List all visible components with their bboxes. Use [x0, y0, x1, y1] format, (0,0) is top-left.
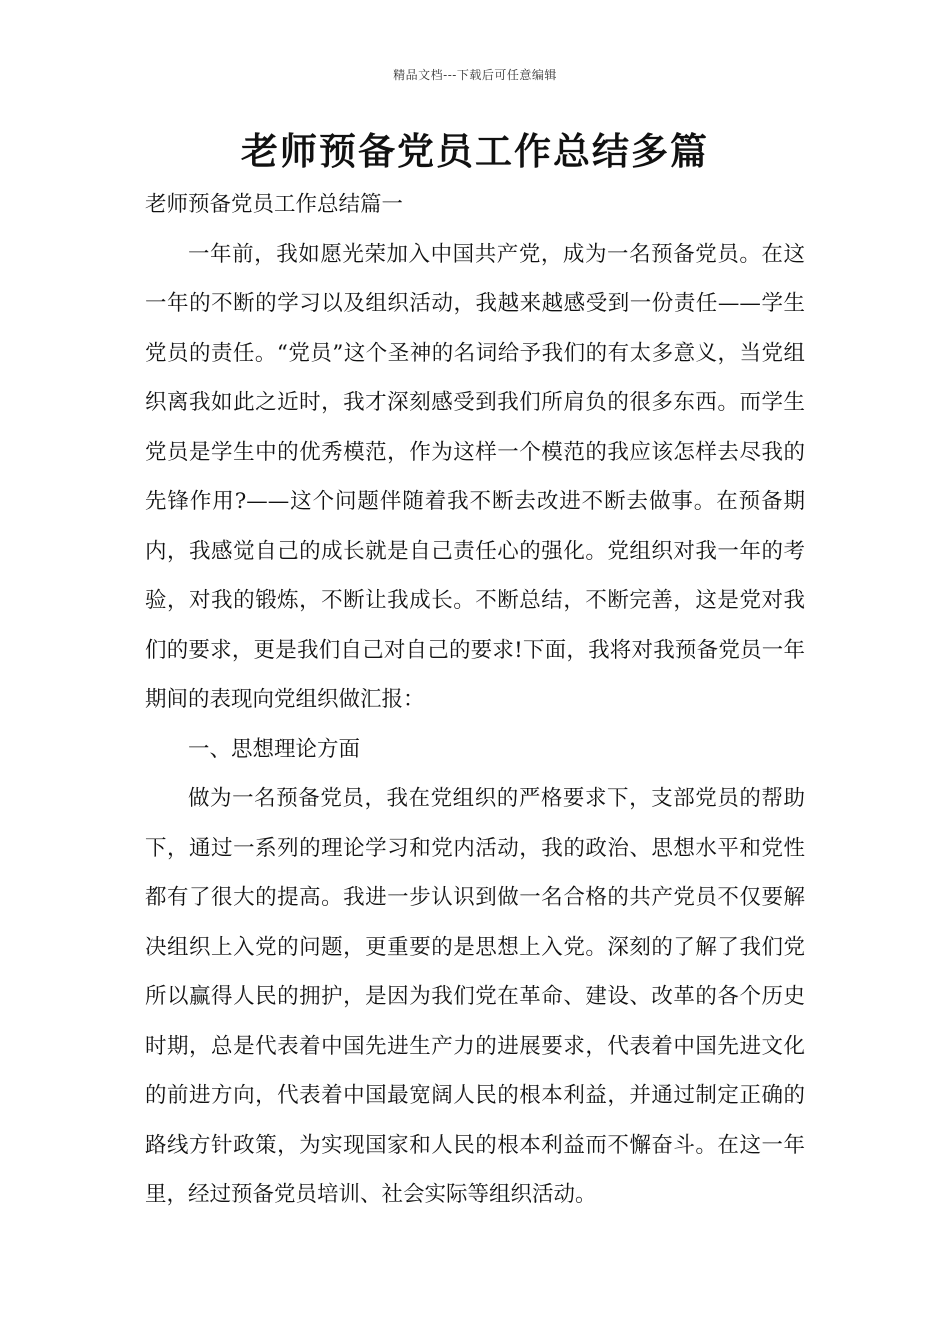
- paragraph-intro: 一年前，我如愿光荣加入中国共产党，成为一名预备党员。在这一年的不断的学习以及组织活动，我越来越感受到一份责任——学生党员的责任。“党员”这个圣神的名词给予我们的有太多意义，当党组织离我如此之近时，我才深刻感受到我们所肩负的很多东西。而学生党员是学生中的优秀模范，作为这样一个模范的我应该怎样去尽我的先锋作用?——这个问题伴随着我不断去改进不断去做事。在预备期内，我感觉自己的成长就是自己责任心的强化。党组织对我一年的考验，对我的锻炼，不断让我成长。不断总结，不断完善，这是党对我们的要求，更是我们自己对自己的要求!下面，我将对我预备党员一年期间的表现向党组织做汇报：: [145, 241, 805, 712]
- section-subtitle: 老师预备党员工作总结篇一: [145, 192, 404, 217]
- paragraph-ideology: 做为一名预备党员，我在党组织的严格要求下，支部党员的帮助下，通过一系列的理论学习和党内活动，我的政治、思想水平和党性都有了很大的提高。我进一步认识到做一名合格的共产党员不仅要解决组织上入党的问题，更重要的是思想上入党。深刻的了解了我们党所以赢得人民的拥护，是因为我们党在革命、建设、改革的各个历史时期，总是代表着中国先进生产力的进展要求，代表着中国先进文化的前进方向，代表着中国最宽阔人民的根本利益，并通过制定正确的路线方针政策，为实现国家和人民的根本利益而不懈奋斗。在这一年里，经过预备党员培训、社会实际等组织活动。: [145, 786, 805, 1207]
- header-note: 精品文档---下载后可任意编辑: [393, 68, 557, 82]
- document-body: [145, 180, 805, 1220]
- document-title: 老师预备党员工作总结多篇: [241, 129, 709, 173]
- section-heading-ideology: 一、思想理论方面: [188, 736, 361, 762]
